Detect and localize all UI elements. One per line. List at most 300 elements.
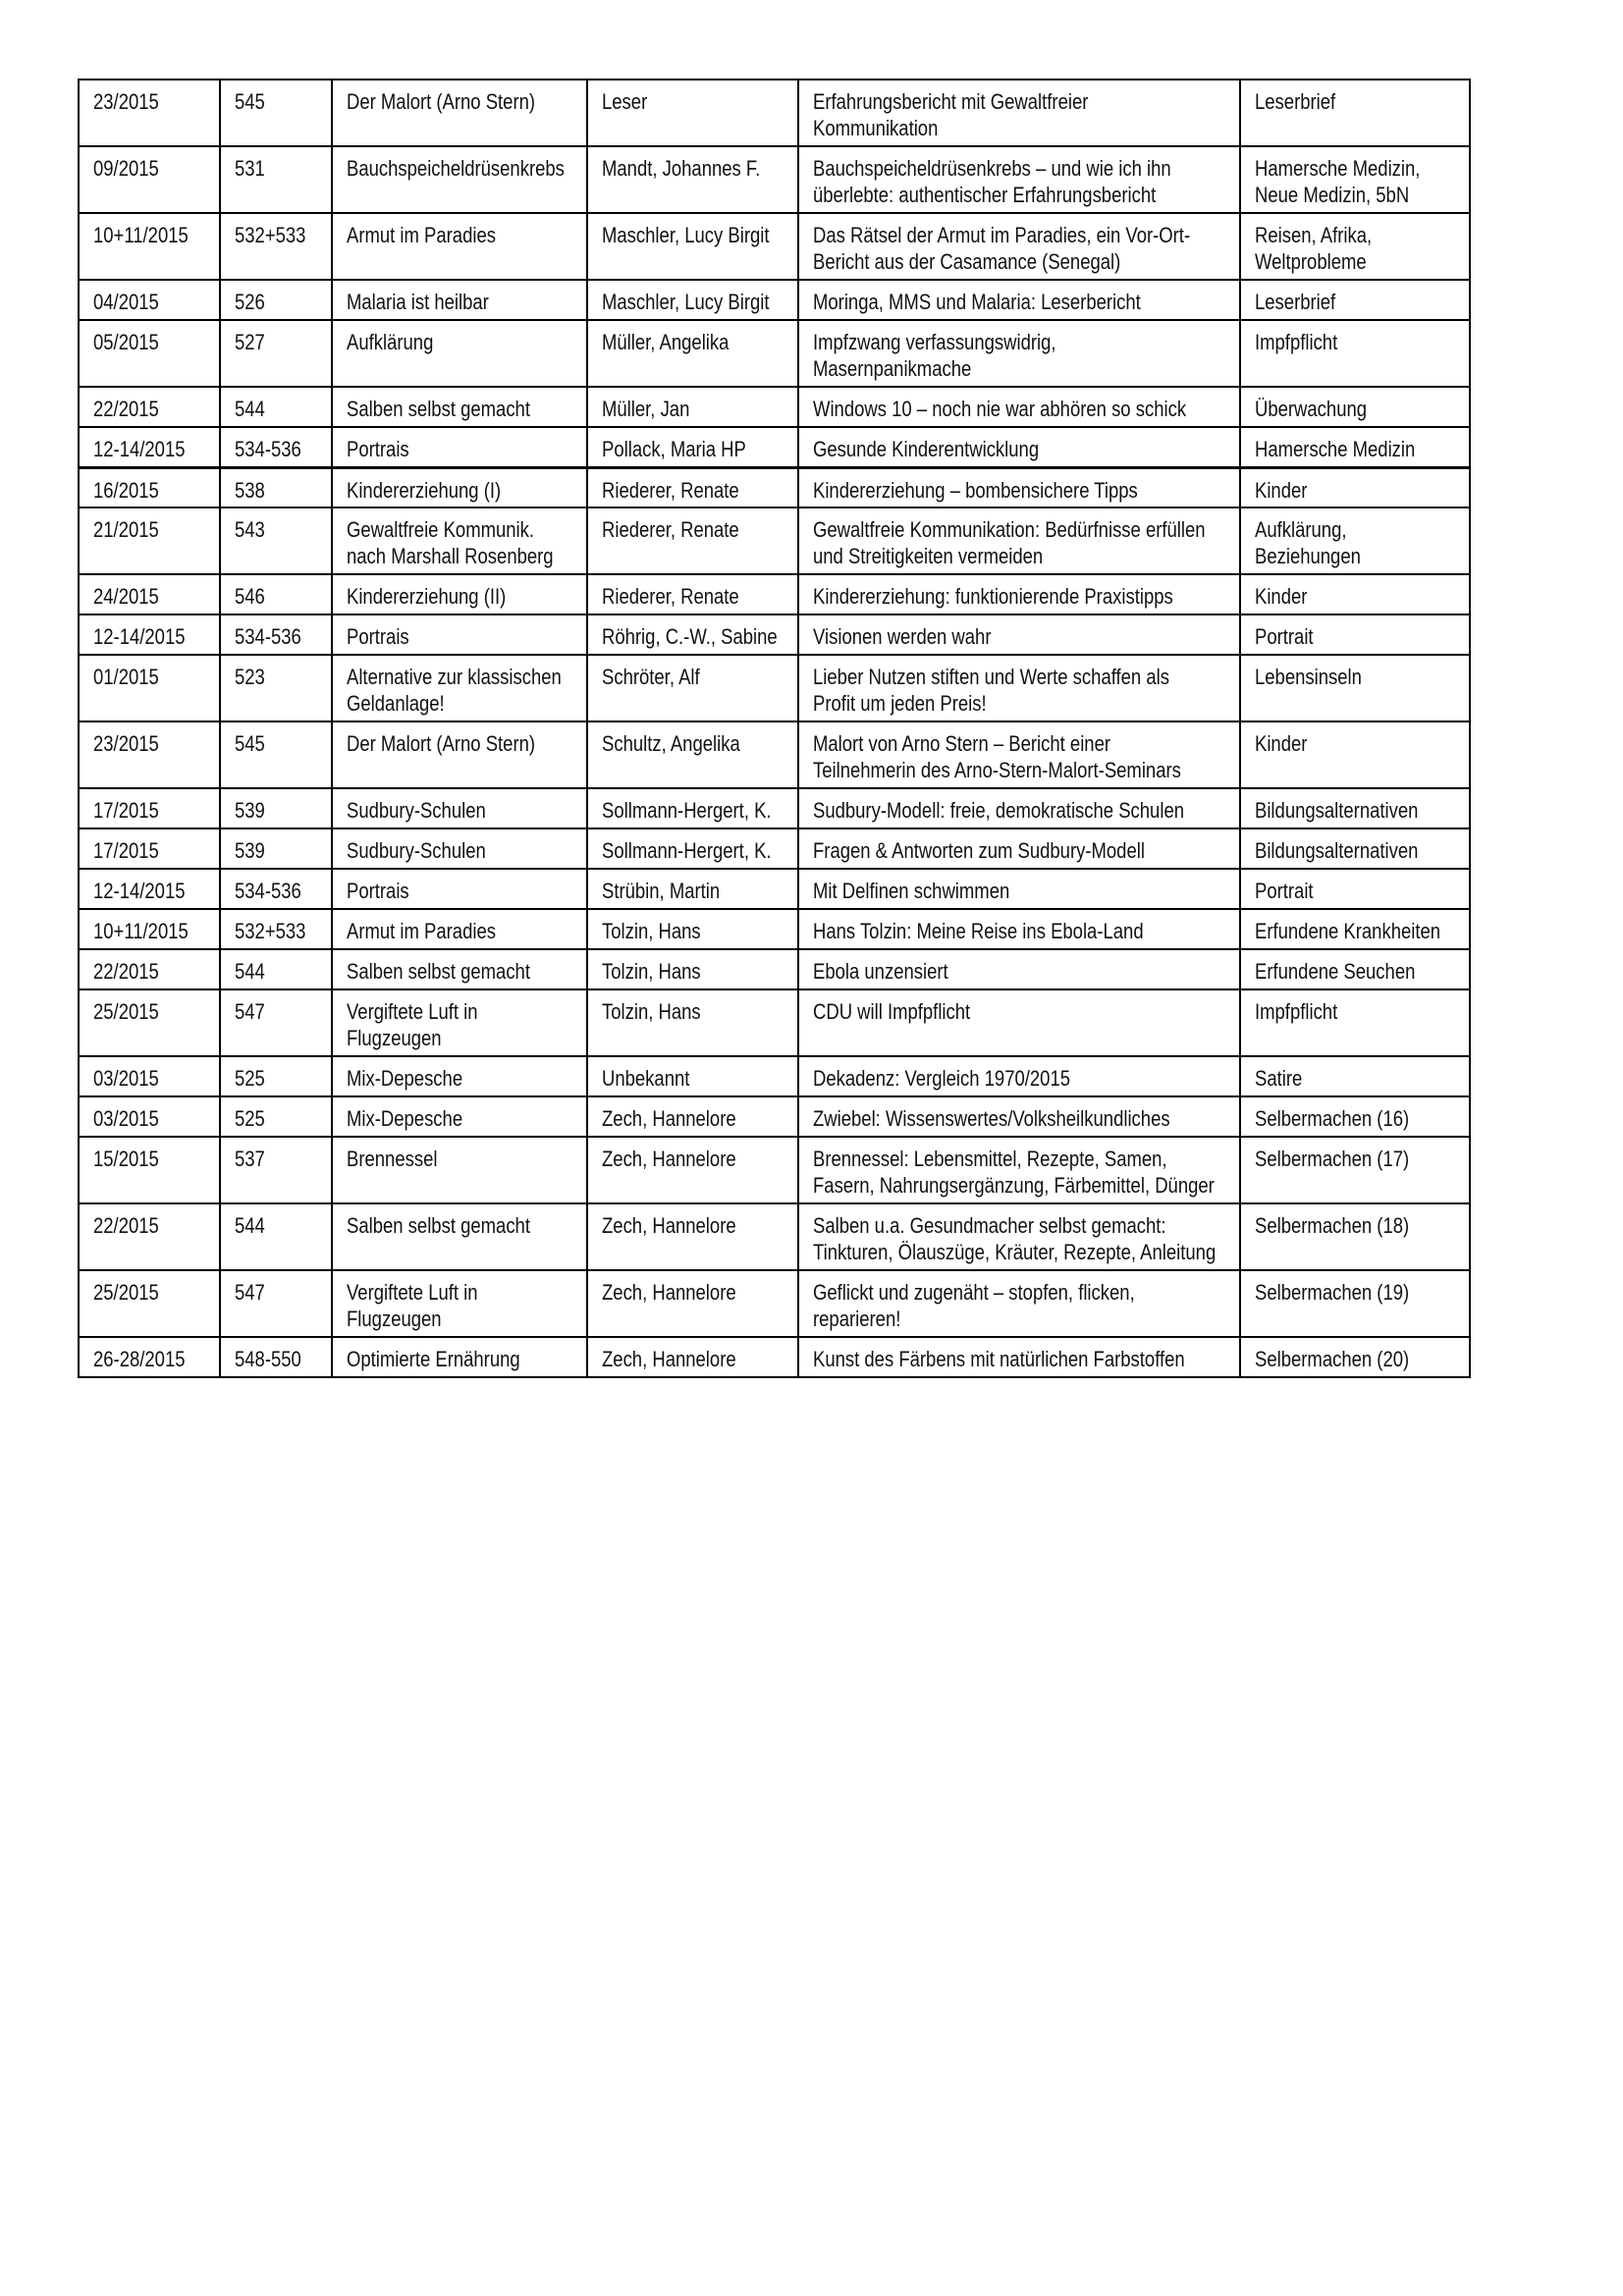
cell-text-line: Der Malort (Arno Stern) [347, 731, 536, 756]
cell-text-line: Lebensinseln [1255, 665, 1362, 689]
cell-text-line: Tolzin, Hans [602, 999, 701, 1024]
cell-text-line: 546 [235, 584, 265, 609]
cell-text-line: Portrait [1255, 879, 1314, 903]
cell-text-line: Ebola unzensiert [813, 959, 948, 984]
cell-text-line: 532+533 [235, 223, 306, 247]
issue-number-cell [220, 909, 332, 949]
cell-text-line: Bauchspeicheldrüsenkrebs – und wie ich ihn [813, 156, 1171, 181]
table-row [79, 869, 1470, 909]
cell-text-line: Geflickt und zugenäht – stopfen, flicken, [813, 1280, 1135, 1305]
category-cell [1240, 1096, 1470, 1137]
topic-cell [332, 1056, 587, 1096]
table-row [79, 213, 1470, 280]
article-title-cell [798, 721, 1240, 788]
topic-cell [332, 869, 587, 909]
cell-text-line: überlebte: authentischer Erfahrungsbericht [813, 183, 1157, 207]
issue-cell [79, 1337, 220, 1377]
issue-cell [79, 146, 220, 213]
cell-text-line: 537 [235, 1147, 265, 1171]
author-cell [587, 828, 798, 869]
table-row [79, 721, 1470, 788]
cell-text-line: Moringa, MMS und Malaria: Leserbericht [813, 290, 1141, 314]
author-cell [587, 869, 798, 909]
cell-text-line: Profit um jeden Preis! [813, 691, 987, 716]
table-row [79, 467, 1470, 507]
cell-text-line: Bildungsalternativen [1255, 798, 1419, 823]
issue-number-cell [220, 320, 332, 387]
cell-text-line: 526 [235, 290, 265, 314]
cell-text-line: Vergiftete Luft in [347, 1280, 478, 1305]
table-row [79, 1270, 1470, 1337]
author-cell [587, 1137, 798, 1203]
author-cell [587, 280, 798, 320]
article-title-cell [798, 427, 1240, 467]
article-title-cell [798, 1203, 1240, 1270]
article-title-cell [798, 80, 1240, 146]
issue-number-cell [220, 655, 332, 721]
author-cell [587, 909, 798, 949]
topic-cell [332, 788, 587, 828]
issue-cell [79, 1270, 220, 1337]
issue-cell [79, 655, 220, 721]
issue-cell [79, 467, 220, 507]
issue-cell [79, 828, 220, 869]
category-cell [1240, 280, 1470, 320]
cell-text-line: Sudbury-Modell: freie, demokratische Schulen [813, 798, 1185, 823]
cell-text-line: 523 [235, 665, 265, 689]
issue-cell [79, 1096, 220, 1137]
issue-number-cell [220, 828, 332, 869]
cell-text-line: 534-536 [235, 437, 301, 461]
cell-text-line: Bauchspeicheldrüsenkrebs [347, 156, 565, 181]
table-row [79, 320, 1470, 387]
topic-cell [332, 909, 587, 949]
category-cell [1240, 788, 1470, 828]
topic-cell [332, 721, 587, 788]
cell-text-line: Schultz, Angelika [602, 731, 740, 756]
cell-text-line: 12-14/2015 [93, 624, 186, 649]
author-cell [587, 1337, 798, 1377]
cell-text-line: 26-28/2015 [93, 1347, 186, 1371]
author-cell [587, 467, 798, 507]
author-cell [587, 507, 798, 574]
cell-text-line: Leserbrief [1255, 89, 1336, 114]
cell-text-line: 538 [235, 477, 265, 503]
cell-text-line: Impfzwang verfassungswidrig, [813, 330, 1056, 354]
cell-text-line: Hamersche Medizin, [1255, 156, 1421, 181]
cell-text-line: Bericht aus der Casamance (Senegal) [813, 249, 1121, 274]
issue-cell [79, 574, 220, 614]
issue-cell [79, 507, 220, 574]
topic-cell [332, 1203, 587, 1270]
article-title-cell [798, 146, 1240, 213]
table-row [79, 909, 1470, 949]
cell-text-line: Portrait [1255, 624, 1314, 649]
topic-cell [332, 320, 587, 387]
topic-cell [332, 828, 587, 869]
cell-text-line: Impfpflicht [1255, 999, 1338, 1024]
cell-text-line: Salben selbst gemacht [347, 397, 530, 421]
cell-text-line: Müller, Jan [602, 397, 690, 421]
table-row [79, 828, 1470, 869]
cell-text-line: Lieber Nutzen stiften und Werte schaffen als [813, 665, 1169, 689]
table-row [79, 507, 1470, 574]
cell-text-line: Portrais [347, 437, 409, 461]
issue-number-cell [220, 467, 332, 507]
issue-number-cell [220, 614, 332, 655]
cell-text-line: Riederer, Renate [602, 584, 739, 609]
cell-text-line: Dekadenz: Vergleich 1970/2015 [813, 1066, 1071, 1091]
cell-text-line: 01/2015 [93, 665, 159, 689]
cell-text-line: Mit Delfinen schwimmen [813, 879, 1010, 903]
article-title-cell [798, 989, 1240, 1056]
category-cell [1240, 869, 1470, 909]
cell-text-line: 534-536 [235, 624, 301, 649]
cell-text-line: Sollmann-Hergert, K. [602, 838, 772, 863]
cell-text-line: Malort von Arno Stern – Bericht einer [813, 731, 1111, 756]
cell-text-line: Gewaltfreie Kommunik. [347, 517, 535, 542]
issue-cell [79, 989, 220, 1056]
category-cell [1240, 949, 1470, 989]
cell-text-line: Bildungsalternativen [1255, 838, 1419, 863]
cell-text-line: Portrais [347, 879, 409, 903]
topic-cell [332, 213, 587, 280]
cell-text-line: Mix-Depesche [347, 1106, 463, 1131]
issue-number-cell [220, 1137, 332, 1203]
issue-cell [79, 721, 220, 788]
cell-text-line: 09/2015 [93, 156, 159, 181]
issue-number-cell [220, 788, 332, 828]
cell-text-line: Flugzeugen [347, 1307, 442, 1331]
article-title-cell [798, 788, 1240, 828]
topic-cell [332, 949, 587, 989]
cell-text-line: 15/2015 [93, 1147, 159, 1171]
cell-text-line: Tinkturen, Ölauszüge, Kräuter, Rezepte, Anleitung [813, 1240, 1217, 1264]
cell-text-line: 527 [235, 330, 265, 354]
topic-cell [332, 507, 587, 574]
table-row [79, 788, 1470, 828]
cell-text-line: und Streitigkeiten vermeiden [813, 544, 1044, 568]
article-title-cell [798, 387, 1240, 427]
cell-text-line: 532+533 [235, 919, 306, 943]
cell-text-line: 545 [235, 731, 265, 756]
article-title-cell [798, 320, 1240, 387]
category-cell [1240, 146, 1470, 213]
issue-number-cell [220, 427, 332, 467]
cell-text-line: Tolzin, Hans [602, 959, 701, 984]
table-row [79, 949, 1470, 989]
author-cell [587, 80, 798, 146]
cell-text-line: Kinder [1255, 584, 1308, 609]
articles-table-body [79, 80, 1470, 1377]
table-row [79, 1056, 1470, 1096]
issue-number-cell [220, 1203, 332, 1270]
cell-text-line: Salben selbst gemacht [347, 1213, 530, 1238]
category-cell [1240, 1203, 1470, 1270]
cell-text-line: Kindererziehung (I) [347, 477, 502, 503]
issue-number-cell [220, 1056, 332, 1096]
cell-text-line: 547 [235, 999, 265, 1024]
cell-text-line: Armut im Paradies [347, 223, 497, 247]
author-cell [587, 574, 798, 614]
issue-number-cell [220, 280, 332, 320]
article-title-cell [798, 280, 1240, 320]
cell-text-line: Fragen & Antworten zum Sudbury-Modell [813, 838, 1145, 863]
table-row [79, 280, 1470, 320]
cell-text-line: 03/2015 [93, 1066, 159, 1091]
cell-text-line: Riederer, Renate [602, 477, 739, 503]
cell-text-line: Zech, Hannelore [602, 1213, 736, 1238]
cell-text-line: Müller, Angelika [602, 330, 730, 354]
issue-cell [79, 1056, 220, 1096]
topic-cell [332, 1337, 587, 1377]
category-cell [1240, 614, 1470, 655]
table-row [79, 614, 1470, 655]
article-title-cell [798, 614, 1240, 655]
category-cell [1240, 387, 1470, 427]
cell-text-line: Pollack, Maria HP [602, 437, 746, 461]
issue-cell [79, 387, 220, 427]
cell-text-line: Visionen werden wahr [813, 624, 992, 649]
topic-cell [332, 280, 587, 320]
issue-number-cell [220, 721, 332, 788]
cell-text-line: Leser [602, 89, 648, 114]
category-cell [1240, 721, 1470, 788]
author-cell [587, 788, 798, 828]
table-row [79, 1096, 1470, 1137]
category-cell [1240, 655, 1470, 721]
category-cell [1240, 213, 1470, 280]
category-cell [1240, 427, 1470, 467]
topic-cell [332, 574, 587, 614]
cell-text-line: 22/2015 [93, 959, 159, 984]
cell-text-line: 525 [235, 1106, 265, 1131]
cell-text-line: Überwachung [1255, 397, 1368, 421]
article-title-cell [798, 507, 1240, 574]
author-cell [587, 655, 798, 721]
issue-number-cell [220, 146, 332, 213]
issue-number-cell [220, 1270, 332, 1337]
article-title-cell [798, 655, 1240, 721]
cell-text-line: Unbekannt [602, 1066, 690, 1091]
issue-number-cell [220, 1096, 332, 1137]
issue-number-cell [220, 213, 332, 280]
category-cell [1240, 467, 1470, 507]
cell-text-line: 548-550 [235, 1347, 301, 1371]
cell-text-line: 10+11/2015 [93, 919, 189, 943]
cell-text-line: 12-14/2015 [93, 879, 186, 903]
table-row [79, 387, 1470, 427]
cell-text-line: Beziehungen [1255, 544, 1361, 568]
cell-text-line: Aufklärung [347, 330, 434, 354]
category-cell [1240, 828, 1470, 869]
cell-text-line: Das Rätsel der Armut im Paradies, ein Vor-Ort- [813, 223, 1191, 247]
issue-number-cell [220, 949, 332, 989]
issue-cell [79, 1203, 220, 1270]
author-cell [587, 1096, 798, 1137]
topic-cell [332, 1137, 587, 1203]
cell-text-line: Erfahrungsbericht mit Gewaltfreier [813, 89, 1089, 114]
article-title-cell [798, 467, 1240, 507]
issue-number-cell [220, 869, 332, 909]
table-row [79, 427, 1470, 467]
cell-text-line: Optimierte Ernährung [347, 1347, 520, 1371]
cell-text-line: Zech, Hannelore [602, 1347, 736, 1371]
cell-text-line: Brennessel [347, 1147, 438, 1171]
cell-text-line: 547 [235, 1280, 265, 1305]
category-cell [1240, 320, 1470, 387]
category-cell [1240, 1337, 1470, 1377]
cell-text-line: 17/2015 [93, 798, 159, 823]
author-cell [587, 320, 798, 387]
cell-text-line: 05/2015 [93, 330, 159, 354]
cell-text-line: Reisen, Afrika, [1255, 223, 1373, 247]
cell-text-line: Fasern, Nahrungsergänzung, Färbemittel, Dünger [813, 1173, 1215, 1198]
cell-text-line: Geldanlage! [347, 691, 445, 716]
cell-text-line: 23/2015 [93, 731, 159, 756]
cell-text-line: reparieren! [813, 1307, 901, 1331]
author-cell [587, 427, 798, 467]
cell-text-line: Leserbrief [1255, 290, 1336, 314]
cell-text-line: 544 [235, 959, 265, 984]
topic-cell [332, 146, 587, 213]
cell-text-line: 10+11/2015 [93, 223, 189, 247]
cell-text-line: 03/2015 [93, 1106, 159, 1131]
issue-cell [79, 788, 220, 828]
cell-text-line: 22/2015 [93, 397, 159, 421]
articles-table [78, 79, 1471, 1378]
issue-cell [79, 280, 220, 320]
cell-text-line: 23/2015 [93, 89, 159, 114]
cell-text-line: 544 [235, 1213, 265, 1238]
issue-number-cell [220, 574, 332, 614]
issue-cell [79, 427, 220, 467]
issue-cell [79, 869, 220, 909]
category-cell [1240, 989, 1470, 1056]
cell-text-line: 17/2015 [93, 838, 159, 863]
category-cell [1240, 1056, 1470, 1096]
topic-cell [332, 80, 587, 146]
issue-number-cell [220, 387, 332, 427]
cell-text-line: 21/2015 [93, 517, 159, 542]
issue-cell [79, 1137, 220, 1203]
topic-cell [332, 1270, 587, 1337]
cell-text-line: Selbermachen (17) [1255, 1147, 1410, 1171]
cell-text-line: Salben u.a. Gesundmacher selbst gemacht: [813, 1213, 1166, 1238]
cell-text-line: Röhrig, C.-W., Sabine [602, 624, 778, 649]
topic-cell [332, 427, 587, 467]
cell-text-line: Masernpanikmache [813, 356, 972, 381]
cell-text-line: Selbermachen (20) [1255, 1347, 1410, 1371]
cell-text-line: Aufklärung, [1255, 517, 1347, 542]
cell-text-line: Portrais [347, 624, 409, 649]
cell-text-line: Windows 10 – noch nie war abhören so schick [813, 397, 1187, 421]
cell-text-line: 525 [235, 1066, 265, 1091]
cell-text-line: Selbermachen (19) [1255, 1280, 1410, 1305]
topic-cell [332, 655, 587, 721]
article-title-cell [798, 1056, 1240, 1096]
cell-text-line: Maschler, Lucy Birgit [602, 223, 770, 247]
cell-text-line: CDU will Impfpflicht [813, 999, 971, 1024]
article-title-cell [798, 828, 1240, 869]
article-title-cell [798, 909, 1240, 949]
cell-text-line: Kinder [1255, 731, 1308, 756]
cell-text-line: Alternative zur klassischen [347, 665, 562, 689]
cell-text-line: Teilnehmerin des Arno-Stern-Malort-Seminars [813, 758, 1181, 782]
cell-text-line: Gesunde Kinderentwicklung [813, 437, 1040, 461]
cell-text-line: 04/2015 [93, 290, 159, 314]
cell-text-line: Weltprobleme [1255, 249, 1367, 274]
cell-text-line: 544 [235, 397, 265, 421]
cell-text-line: 543 [235, 517, 265, 542]
article-title-cell [798, 1337, 1240, 1377]
cell-text-line: 24/2015 [93, 584, 159, 609]
author-cell [587, 949, 798, 989]
cell-text-line: Schröter, Alf [602, 665, 700, 689]
author-cell [587, 1203, 798, 1270]
cell-text-line: Selbermachen (18) [1255, 1213, 1410, 1238]
author-cell [587, 614, 798, 655]
cell-text-line: nach Marshall Rosenberg [347, 544, 554, 568]
cell-text-line: 25/2015 [93, 999, 159, 1024]
cell-text-line: 531 [235, 156, 265, 181]
issue-cell [79, 614, 220, 655]
author-cell [587, 1270, 798, 1337]
cell-text-line: Zech, Hannelore [602, 1106, 736, 1131]
cell-text-line: Der Malort (Arno Stern) [347, 89, 536, 114]
table-row [79, 989, 1470, 1056]
topic-cell [332, 387, 587, 427]
cell-text-line: Kunst des Färbens mit natürlichen Farbstoffen [813, 1347, 1185, 1371]
issue-cell [79, 80, 220, 146]
cell-text-line: Riederer, Renate [602, 517, 739, 542]
category-cell [1240, 574, 1470, 614]
topic-cell [332, 989, 587, 1056]
cell-text-line: Neue Medizin, 5bN [1255, 183, 1410, 207]
cell-text-line: 534-536 [235, 879, 301, 903]
cell-text-line: Kindererziehung (II) [347, 584, 507, 609]
cell-text-line: Salben selbst gemacht [347, 959, 530, 984]
cell-text-line: Kindererziehung – bombensichere Tipps [813, 477, 1138, 503]
topic-cell [332, 614, 587, 655]
issue-cell [79, 949, 220, 989]
cell-text-line: 545 [235, 89, 265, 114]
cell-text-line: Zech, Hannelore [602, 1280, 736, 1305]
topic-cell [332, 1096, 587, 1137]
cell-text-line: Sudbury-Schulen [347, 798, 486, 823]
issue-cell [79, 213, 220, 280]
cell-text-line: Sollmann-Hergert, K. [602, 798, 772, 823]
author-cell [587, 387, 798, 427]
cell-text-line: Flugzeugen [347, 1026, 442, 1050]
cell-text-line: Kindererziehung: funktionierende Praxistipps [813, 584, 1173, 609]
cell-text-line: 16/2015 [93, 477, 159, 503]
author-cell [587, 1056, 798, 1096]
issue-number-cell [220, 1337, 332, 1377]
cell-text-line: Zech, Hannelore [602, 1147, 736, 1171]
cell-text-line: Kinder [1255, 477, 1308, 503]
category-cell [1240, 1137, 1470, 1203]
cell-text-line: Tolzin, Hans [602, 919, 701, 943]
table-row [79, 146, 1470, 213]
issue-cell [79, 909, 220, 949]
cell-text-line: Armut im Paradies [347, 919, 497, 943]
issue-number-cell [220, 80, 332, 146]
table-row [79, 1137, 1470, 1203]
cell-text-line: Zwiebel: Wissenswertes/Volksheilkundliches [813, 1106, 1170, 1131]
cell-text-line: Mandt, Johannes F. [602, 156, 761, 181]
cell-text-line: Maschler, Lucy Birgit [602, 290, 770, 314]
